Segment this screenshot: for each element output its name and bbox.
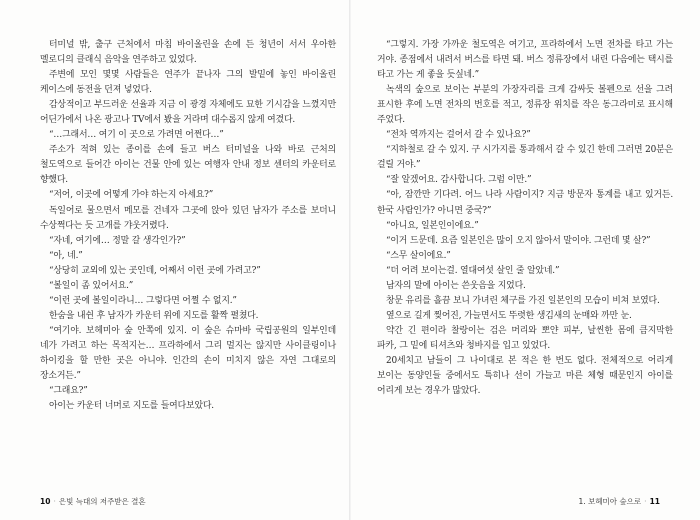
body-paragraph: “이런 곳에 볼일이라니… 그렇다면 어쩔 수 없지.” (49, 295, 237, 306)
running-header-book-title: 은빛 늑대의 저주받은 결혼 (58, 497, 146, 506)
body-paragraph: “아, 잠깐만 기다려. 어느 나라 사람이지? 지금 방문자 통계를 내고 있거든. 한국 사람인가? 아니면 중국?” (377, 190, 673, 216)
body-paragraph: 약간 긴 편이라 찰랑이는 검은 머리와 뽀얀 피부, 날씬한 몸에 큼지막한 파카, 그 밑에 티셔츠와 청바지를 입고 있었다. (377, 325, 673, 351)
book-gutter (349, 0, 351, 520)
body-paragraph: “전차 역까지는 걸어서 갈 수 있나요?” (386, 130, 531, 141)
body-paragraph: 옆으로 길게 찢어진, 가늘면서도 뚜렷한 생김새의 눈매와 까만 눈. (386, 310, 632, 321)
right-page (377, 38, 673, 399)
body-paragraph: 터미널 밖, 출구 근처에서 마침 바이올린을 손에 든 청년이 서서 우아한 멜로디의 클래식 음악을 연주하고 있었다. (40, 40, 336, 66)
body-paragraph: “저어, 이곳에 어떻게 가야 하는지 아세요?” (49, 190, 214, 201)
body-paragraph: 감상적이고 부드러운 선율과 지금 이 광경 자체에도 묘한 기시감을 느꼈지만 어딘가에서 나온 광고나 TV에서 봤을 거라며 대수롭지 않게 여겼다. (40, 100, 336, 126)
page-number: 10 (40, 497, 51, 506)
right-page-footer (579, 496, 660, 507)
body-paragraph: “더 어려 보이는걸. 열대여섯 살인 줄 알았네.” (386, 265, 560, 276)
footer-separator: · (53, 497, 56, 506)
body-paragraph: “잘 알겠어요. 감사합니다. 그럼 이만.” (386, 175, 532, 186)
left-page-footer (40, 496, 146, 507)
body-paragraph: “스무 살이에요.” (386, 250, 451, 261)
running-header-chapter: 1. 보헤미아 숲으로 (578, 497, 642, 506)
body-paragraph: 남자의 말에 아이는 쓴웃음을 지었다. (386, 280, 526, 291)
body-paragraph: “아니요, 일본인이에요.” (386, 220, 479, 231)
body-paragraph: 주변에 모인 몇몇 사람들은 연주가 끝나자 그의 발밑에 놓인 바이올린 케이스에 동전을 던져 넣었다. (40, 70, 336, 96)
left-page (40, 38, 336, 414)
body-paragraph: “이거 드문데. 요즘 일본인은 많이 오지 않아서 말이야. 그런데 몇 살?” (386, 235, 651, 246)
body-paragraph: “…그래서… 여기 이 곳으로 가려면 어쩐다…” (49, 130, 224, 141)
page-number: 11 (649, 497, 660, 506)
body-paragraph: “그렇지. 가장 가까운 철도역은 여기고, 프라하에서 노면 전차를 타고 가는 거야. 종점에서 내려서 버스를 타면 돼. 버스 정류장에서 내린 다음에는 택시를 타고 가는 게 좋을 듯싶네.” (377, 40, 673, 81)
body-paragraph: “자네, 여기에… 정말 갈 생각인가?” (49, 235, 186, 246)
footer-separator: · (644, 497, 647, 506)
body-paragraph: “그래요?” (49, 386, 88, 397)
body-paragraph: 아이는 카운터 너머로 지도를 들여다보았다. (49, 401, 214, 412)
body-paragraph: 주소가 적혀 있는 종이를 손에 들고 버스 터미널을 나와 바로 근처의 철도역으로 들어간 아이는 건물 안에 있는 여행자 안내 정보 센터의 카운터로 향했다. (40, 145, 336, 186)
body-paragraph: 한숨을 내쉰 후 남자가 카운터 위에 지도를 활짝 펼쳤다. (49, 310, 259, 321)
body-paragraph: “상당히 교외에 있는 곳인데, 어째서 이런 곳에 가려고?” (49, 265, 261, 276)
body-paragraph: 20세치고 남들이 그 나이대로 본 적은 한 번도 없다. 전체적으로 어리게 보이는 동양인들 중에서도 특히나 선이 가늘고 마른 체형 때문인지 아이를 어리게 보는 경우가 많았다. (377, 355, 673, 397)
body-paragraph: 녹색의 숲으로 보이는 부분의 가장자리를 크게 감싸듯 볼펜으로 선을 그려 표시한 후에 노면 전차의 번호를 적고, 정류장 위치를 작은 동그라미로 표시해 주었다. (377, 85, 673, 126)
body-paragraph: 독일어로 물으면서 메모를 건네자 그곳에 앉아 있던 남자가 주소를 보더니 수상쩍다는 듯 고개를 갸웃거렸다. (40, 205, 336, 231)
body-paragraph: “볼일이 좀 있어서요.” (49, 280, 134, 291)
body-paragraph: “아, 네.” (49, 250, 83, 261)
body-paragraph: 창문 유리를 흘끔 보니 가녀린 체구를 가진 일본인의 모습이 비쳐 보였다. (386, 295, 660, 306)
body-paragraph: “여기야. 보헤미아 숲 안쪽에 있지. 이 숲은 슈마바 국립공원의 일부인데 네가 가려고 하는 목적지는… 프라하에서 그리 멀지는 않지만 사이클링이나 하이킹을 할 만한 곳은 아니야. 인간의 손이 미치지 않은 자연 그대로의 장소거든.” (40, 325, 336, 382)
body-paragraph: “지하철로 갈 수 있지. 구 시가지를 통과해서 갈 수 있긴 한데 그러면 20분은 걸릴 거야.” (377, 145, 673, 171)
